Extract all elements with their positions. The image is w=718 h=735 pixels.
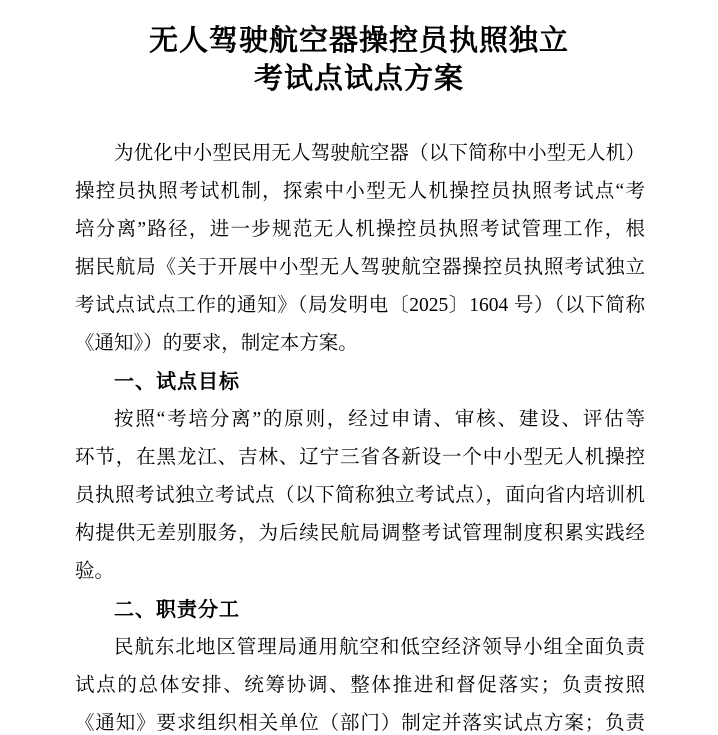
paragraph-2-line: 验。 [75,561,115,582]
title-line-1: 无人驾驶航空器操控员执照独立 [148,25,569,57]
paragraph-1-line: 为优化中小型民用无人驾驶航空器（以下简称中小型无人机） [114,143,645,164]
paragraph-3-line: 《通知》要求组织相关单位（部门）制定并落实试点方案；负责 [75,713,645,734]
paragraph-2-line: 构提供无差别服务，为后续民航局调整考试管理制度积累实践经 [75,523,645,544]
paragraph-1-line: 操控员执照考试机制，探索中小型无人机操控员执照考试点“考 [75,181,645,202]
paragraph-1-line: 培分离”路径，进一步规范无人机操控员执照考试管理工作，根 [75,219,645,240]
paragraph-1-line: 考试点试点工作的通知》（局发明电〔2025〕1604 号）（以下简称 [75,295,645,316]
document-body [75,135,645,735]
paragraph-2-line: 环节，在黑龙江、吉林、辽宁三省各新设一个中小型无人机操控 [75,447,645,468]
section-heading-1: 一、试点目标 [114,371,240,393]
title-line-2: 考试点试点方案 [253,63,464,95]
paragraph-1-line: 《通知》）的要求，制定本方案。 [75,333,358,354]
section-heading-2: 二、职责分工 [114,599,240,621]
paragraph-2-line: 员执照考试独立考试点（以下简称独立考试点），面向省内培训机 [75,485,645,506]
paragraph-2-line: 按照“考培分离”的原则，经过申请、审核、建设、评估等 [114,409,645,430]
paragraph-3-line: 试点的总体安排、统筹协调、整体推进和督促落实；负责按照 [75,675,645,696]
document-title [0,22,718,98]
paragraph-3-line: 民航东北地区管理局通用航空和低空经济领导小组全面负责 [114,637,645,658]
paragraph-1-line: 据民航局《关于开展中小型无人驾驶航空器操控员执照考试独立 [75,257,645,278]
